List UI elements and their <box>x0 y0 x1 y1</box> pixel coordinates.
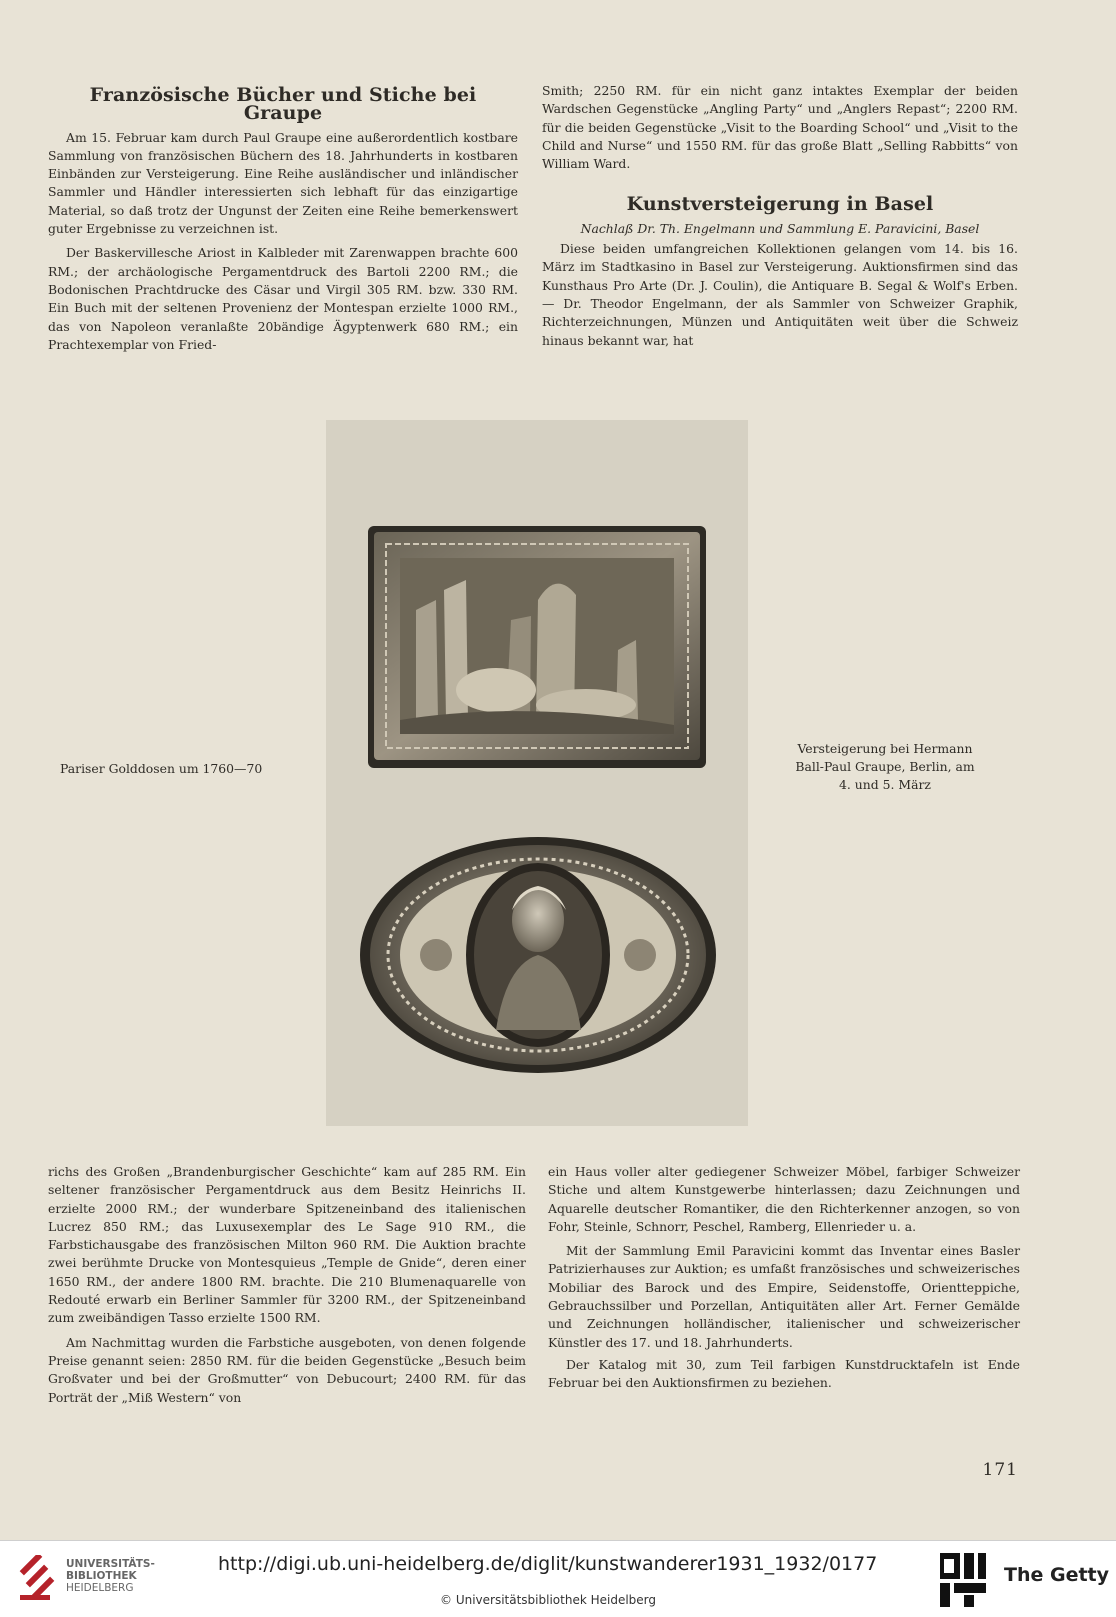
article2-paragraph-3: Mit der Sammlung Emil Paravicini kommt das Inventar eines Basler Patrizierhauses zur Auktion; es umfaßt französisches und schweizerisches Mobiliar des Barock und des Empire, Seidenstoffe, Orientteppiche, Gebrauchssilber und Porzellan, Antiquitäten aller Art. Ferner Gemälde und Zeichnungen holländischer, italienischer und schweizerischer Künstler des 17. und 18. Jahrhunderts. <box>548 1243 1020 1350</box>
article2-paragraph-1: Diese beiden umfangreichen Kollektionen gelangen vom 14. bis 16. März im Stadtkasino in Basel zur Versteigerung. Auktionsfirmen sind das Kunsthaus Pro Arte (Dr. J. Coulin), die Antiquare B. Segal & Wolf's Erben. — Dr. Theodor Engelmann, der als Sammler von Schweizer Graphik, Richterzeichnungen, Münzen und Antiquitäten weit über die Schweiz hinaus bekannt war, hat <box>542 241 1018 348</box>
oval-snuffbox <box>360 837 716 1073</box>
article2-paragraph-4: Der Katalog mit 30, zum Teil farbigen Kunstdrucktafeln ist Ende Februar bei den Auktionsfirmen zu beziehen. <box>548 1356 1020 1391</box>
copyright-notice: © Universitätsbibliothek Heidelberg <box>440 1593 657 1607</box>
rectangular-snuffbox <box>368 526 706 768</box>
article1-paragraph-3: richs des Großen „Brandenburgischer Geschichte“ kam auf 285 RM. Ein seltener französischer Pergamentdruck aus dem Besitz Heinrichs II. erzielte 2000 RM.; der wunderbare Spitzeneinband des italienischen Lucrez 850 RM.; das Luxusexemplar des Le Sage 910 RM., die Farbstichausgabe des französischen Milton 960 RM. Die Auktion brachte zwei berühmte Drucke von Montesquieus „Temple de Gnide“, deren einer 1650 RM., der andere 1800 RM. brachte. Die 210 Blumenaquarelle von Redouté erwarb ein Berliner Sammler für 3200 RM., der Spitzeneinband zum zweibändigen Tasso erzielte 1500 RM. <box>48 1164 526 1326</box>
right-column-top <box>542 82 1018 350</box>
getty-logo-icon <box>938 1551 988 1609</box>
getty-partner-name: The Getty <box>1004 1564 1110 1586</box>
article1-paragraph-2: Der Baskervillesche Ariost in Kalbleder mit Zarenwappen brachte 600 RM.; der archäologische Pergamentdruck des Bartoli 2200 RM.; die Bodonischen Prachtdrucke des Cäsar und Virgil 305 RM. bzw. 330 RM. Ein Buch mit der seltenen Provenienz der Montespan erzielte 1000 RM., das von Napoleon veranlaßte 20bändige Ägyptenwerk 680 RM.; ein Prachtexemplar von Fried- <box>48 245 518 352</box>
caption-right-line-3: 4. und 5. März <box>839 777 931 792</box>
library-name-line-1: UNIVERSITÄTS- <box>66 1558 155 1570</box>
permalink-url[interactable]: http://digi.ub.uni-heidelberg.de/diglit/kunstwanderer1931_1932/0177 <box>218 1553 878 1575</box>
university-library-logo-icon <box>14 1555 60 1605</box>
library-name-line-2: BIBLIOTHEK <box>66 1570 137 1582</box>
caption-right-line-2: Ball-Paul Graupe, Berlin, am <box>795 759 975 774</box>
article2-subtitle: Nachlaß Dr. Th. Engelmann und Sammlung E. Paravicini, Basel <box>580 220 980 236</box>
caption-right-line-1: Versteigerung bei Hermann <box>797 741 973 756</box>
gold-snuffboxes-photo <box>326 420 748 1126</box>
article1-title: Französische Bücher und Stiche bei Graupe <box>89 84 477 125</box>
left-column-top <box>48 86 518 354</box>
right-column-bottom <box>548 1163 1020 1393</box>
article2-paragraph-2: ein Haus voller alter gediegener Schweizer Möbel, farbiger Schweizer Stiche und altem Kunstgewerbe hinterlassen; dazu Zeichnungen und Aquarelle deutscher Romantiker, die den Richterkenner anzogen, so von Fohr, Steinle, Schnorr, Peschel, Ramberg, Ellenrieder u. a. <box>548 1164 1020 1234</box>
article2-title: Kunstversteigerung in Basel <box>626 193 934 216</box>
article1-paragraph-4: Am Nachmittag wurden die Farbstiche ausgeboten, von denen folgende Preise genannt seien: 2850 RM. für die beiden Gegenstücke „Besuch beim Großvater und bei der Großmutter“ von Debucourt; 2400 RM. für das Porträt der „Miß Western“ von <box>48 1334 526 1405</box>
library-name <box>66 1558 155 1594</box>
article1-paragraph-5: Smith; 2250 RM. für ein nicht ganz intaktes Exemplar der beiden Wardschen Gegenstücke „Angling Party“ und „Anglers Repast“; 2200 RM. für die beiden Gegenstücke „Visit to the Boarding School“ und „Visit to the Child and Nurse“ und 1550 RM. für das große Blatt „Selling Rabbitts“ von William Ward. <box>542 83 1018 172</box>
article1-paragraph-1: Am 15. Februar kam durch Paul Graupe eine außerordentlich kostbare Sammlung von französischen Büchern des 18. Jahrhunderts in kostbaren Einbänden zur Versteigerung. Eine Reihe ausländischer und inländischer Sammler und Händler interessierten sich lebhaft für das einzigartige Material, so daß trotz der Ungunst der Zeiten eine Reihe bemerkenswert guter Ergebnisse zu verzeichnen ist. <box>48 129 518 237</box>
library-name-line-3: HEIDELBERG <box>66 1582 134 1594</box>
footer-banner <box>0 1540 1116 1617</box>
figure-caption-left: Pariser Golddosen um 1760—70 <box>60 761 263 776</box>
left-column-bottom <box>48 1163 526 1407</box>
figure-caption-right <box>760 740 1010 794</box>
figure-panel <box>326 420 748 1126</box>
page-number: 171 <box>982 1460 1018 1480</box>
